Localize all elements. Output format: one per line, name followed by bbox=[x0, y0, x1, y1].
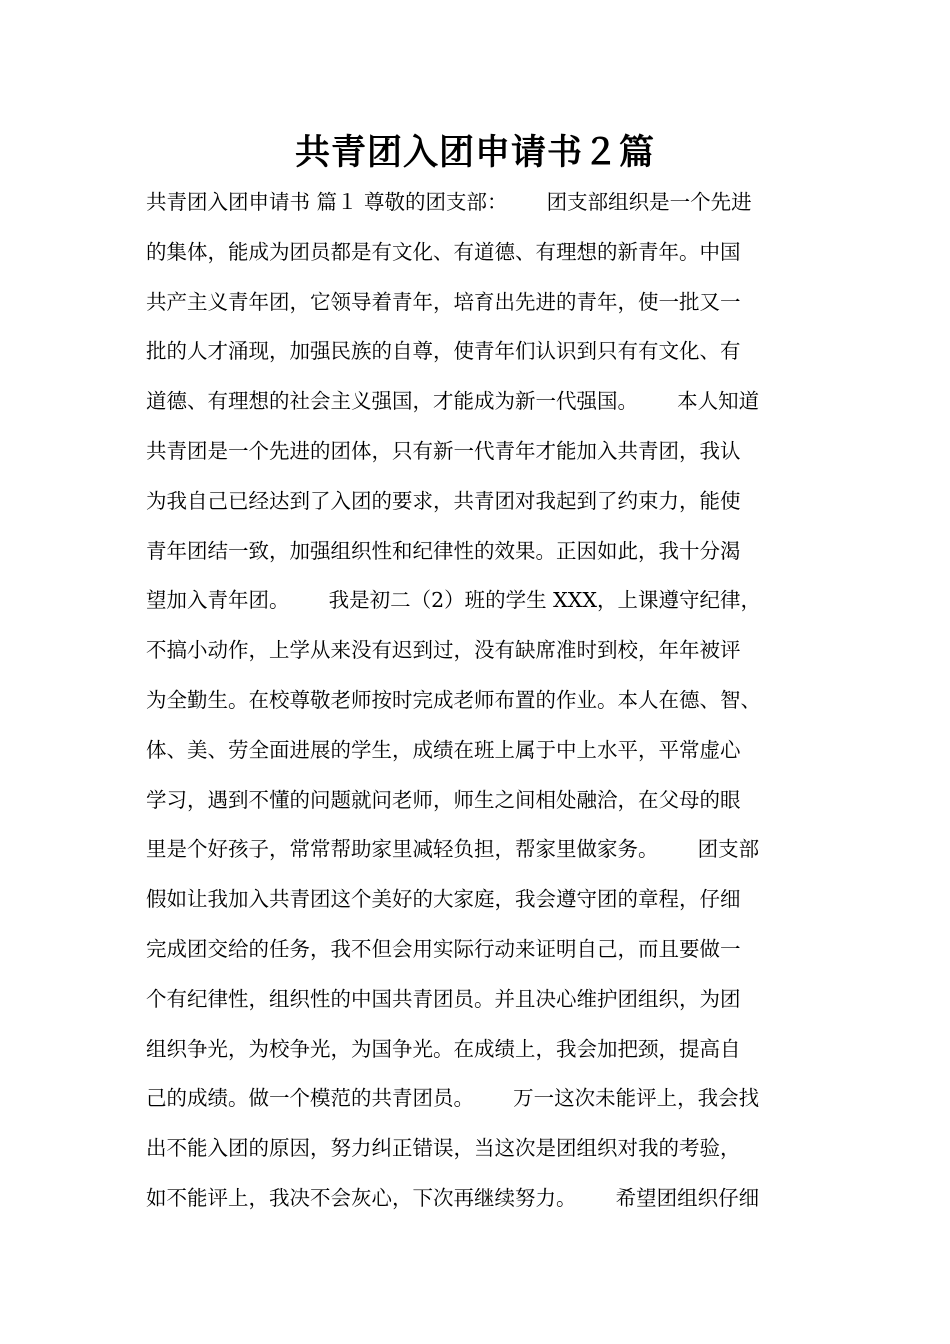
text-line: 为我自己已经达到了入团的要求，共青团对我起到了约束力，能使 bbox=[146, 488, 741, 513]
text-line: 共青团入团申请书 篇１ 尊敬的团支部： 团支部组织是一个先进 bbox=[146, 190, 752, 214]
text-line: 己的成绩。做一个模范的共青团员。 万一这次未能评上，我会找 bbox=[146, 1086, 760, 1111]
text-line: 为全勤生。在校尊敬老师按时完成老师布置的作业。本人在德、智、 bbox=[146, 687, 761, 712]
text-line: 共产主义青年团，它领导着青年，培育出先进的青年，使一批又一 bbox=[146, 289, 741, 314]
text-line: 假如让我加入共青团这个美好的大家庭，我会遵守团的章程，仔细 bbox=[146, 887, 741, 912]
text-line: 道德、有理想的社会主义强国，才能成为新一代强国。 本人知道 bbox=[146, 389, 760, 414]
text-line: 如不能评上，我决不会灰心，下次再继续努力。 希望团组织仔细 bbox=[146, 1185, 760, 1210]
text-line: 完成团交给的任务，我不但会用实际行动来证明自己，而且要做一 bbox=[146, 936, 741, 961]
text-line: 学习，遇到不懂的问题就问老师，师生之间相处融洽，在父母的眼 bbox=[146, 787, 741, 812]
text-line: 里是个好孩子，常常帮助家里减轻负担，帮家里做家务。 团支部 bbox=[146, 837, 760, 862]
text-line: 望加入青年团。 我是初二（2）班的学生 XXX，上课遵守纪律， bbox=[146, 588, 761, 613]
text-line: 体、美、劳全面进展的学生，成绩在班上属于中上水平，平常虚心 bbox=[146, 737, 741, 762]
text-line: 青年团结一致，加强组织性和纪律性的效果。正因如此，我十分渴 bbox=[146, 538, 741, 563]
document-title: 共青团入团申请书２篇 bbox=[294, 132, 655, 173]
document-body bbox=[146, 178, 846, 1224]
text-line: 个有纪律性，组织性的中国共青团员。并且决心维护团组织，为团 bbox=[146, 986, 741, 1011]
text-line: 不搞小动作，上学从来没有迟到过，没有缺席准时到校，年年被评 bbox=[146, 638, 741, 663]
text-line: 出不能入团的原因，努力纠正错误，当这次是团组织对我的考验， bbox=[146, 1136, 741, 1161]
text-line: 共青团是一个先进的团体，只有新一代青年才能加入共青团，我认 bbox=[146, 438, 741, 463]
text-line: 的集体，能成为团员都是有文化、有道德、有理想的新青年。中国 bbox=[146, 239, 741, 264]
text-line: 批的人才涌现，加强民族的自尊，使青年们认识到只有有文化、有 bbox=[146, 339, 741, 364]
text-line: 组织争光，为校争光，为国争光。在成绩上，我会加把颈，提高自 bbox=[146, 1036, 741, 1061]
